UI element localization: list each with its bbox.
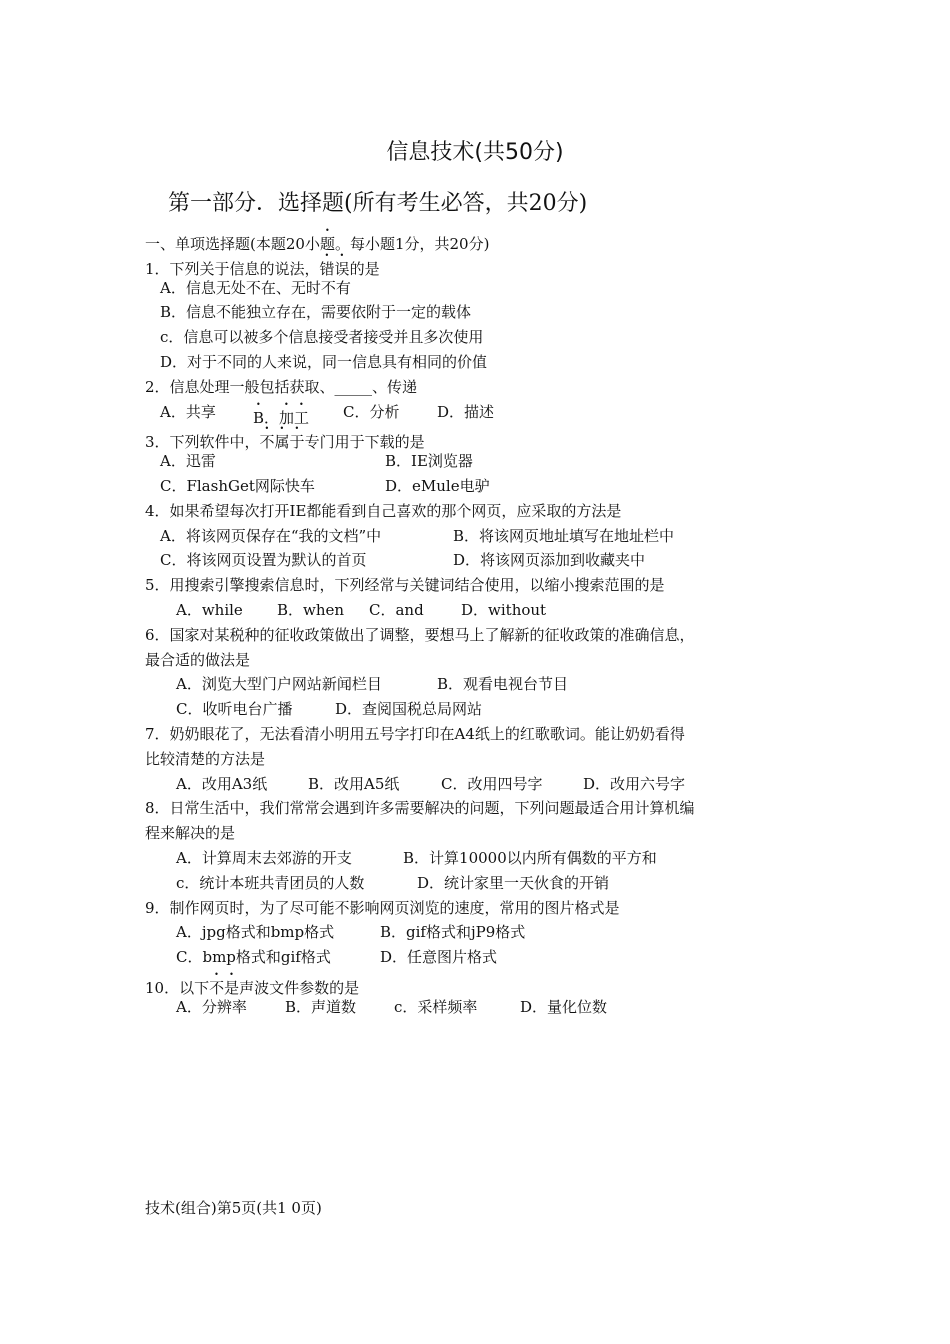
option: B．声道数	[285, 997, 357, 1016]
option: B．计算10000以内所有偶数的平方和	[403, 848, 657, 867]
option: c．统计本班共青团员的人数	[176, 873, 365, 892]
option: C．收听电台广播	[176, 700, 293, 719]
option: C．FlashGet网际快车	[160, 476, 315, 495]
option-row	[145, 524, 785, 549]
option: C．分析	[343, 402, 400, 421]
option-row	[145, 548, 785, 573]
option: A．迅雷	[160, 452, 216, 471]
option: A．while	[176, 600, 243, 619]
option-row	[145, 350, 785, 375]
question-stem-continued: 程来解决的是	[145, 824, 236, 843]
option: C．and	[369, 600, 424, 619]
option: A．改用A3纸	[176, 774, 268, 793]
option: D．描述	[437, 402, 495, 421]
option: A．将该网页保存在“我的文档”中	[160, 526, 382, 545]
question-stem: 2．信息处理一般包括获取、_____、传递	[145, 377, 418, 396]
question-stem-continued: 比较清楚的方法是	[145, 749, 266, 768]
option-row	[145, 449, 785, 474]
option: A．计算周末去郊游的开支	[176, 848, 352, 867]
option: A．信息无处不在、无时不有	[160, 278, 351, 297]
option: A．共享	[160, 402, 216, 421]
option: C．改用四号字	[441, 774, 543, 793]
option: D．eMule电驴	[385, 476, 490, 495]
question-stem: 8．日常生活中，我们常常会遇到许多需要解决的问题，下列问题最适合用计算机编	[145, 799, 695, 818]
option-row	[145, 325, 785, 350]
option: B．信息不能独立存在，需要依附于一定的载体	[160, 303, 472, 322]
option: B．观看电视台节目	[437, 675, 569, 694]
option-row	[145, 300, 785, 325]
option: D．without	[461, 600, 547, 619]
option-row	[145, 995, 785, 1020]
option: B．改用A5纸	[308, 774, 400, 793]
option-row	[145, 474, 785, 499]
option: A．jpg格式和bmp格式	[176, 923, 335, 942]
option: B．将该网页地址填写在地址栏中	[453, 526, 675, 545]
option: D．将该网页添加到收藏夹中	[453, 551, 646, 570]
question-list	[145, 226, 785, 1020]
option: D．查阅国税总局网站	[335, 700, 483, 719]
option-row	[145, 871, 785, 896]
question-stem: 5．用搜索引擎搜索信息时，下列经常与关键词结合使用，以缩小搜索范围的是	[145, 576, 665, 595]
option-row	[145, 772, 785, 797]
option: B．gif格式和jP9格式	[380, 923, 526, 942]
option: D．改用六号字	[583, 774, 686, 793]
option: c．采样频率	[394, 997, 478, 1016]
question-stem: 4．如果希望每次打开IE都能看到自己喜欢的那个网页，应采取的方法是	[145, 501, 622, 520]
option: A．分辨率	[176, 997, 247, 1016]
option: A．浏览大型门户网站新闻栏目	[176, 675, 382, 694]
option-row	[145, 598, 785, 623]
question-stem: 10．以下不是声波文件参数的是	[145, 978, 360, 997]
option: C．将该网页设置为默认的首页	[160, 551, 367, 570]
option: B．IE浏览器	[385, 452, 473, 471]
option-row	[145, 945, 785, 970]
page-title: 信息技术(共50分)	[386, 140, 564, 165]
question-stem-continued: 最合适的做法是	[145, 650, 251, 669]
question-stem: 3．下列软件中，不属于专门用于下载的是	[145, 433, 425, 452]
option: D．任意图片格式	[380, 948, 498, 967]
option-row	[145, 697, 785, 722]
question-stem: 6．国家对某税种的征收政策做出了调整，要想马上了解新的征收政策的准确信息，	[145, 625, 695, 644]
option-row	[145, 920, 785, 945]
option: B．when	[277, 600, 345, 619]
option-row	[145, 846, 785, 871]
option: C．bmp格式和gif格式	[176, 948, 331, 967]
section-heading: 一、单项选择题(本题20小题。每小题1分，共20分)	[145, 235, 490, 253]
option-row	[145, 672, 785, 697]
option: D．量化位数	[520, 997, 608, 1016]
question-stem: 7．奶奶眼花了，无法看清小明用五号字打印在A4纸上的红歌歌词。能让奶奶看得	[145, 724, 685, 743]
option: D．统计家里一天伙食的开销	[417, 873, 610, 892]
option: B．加工	[253, 408, 310, 427]
page-footer: 技术(组合)第5页(共1 0页)	[145, 1199, 322, 1217]
part-heading: 第一部分．选择题(所有考生必答，共20分)	[168, 191, 588, 216]
question-stem: 9．制作网页时，为了尽可能不影响网页浏览的速度，常用的图片格式是	[145, 898, 620, 917]
question-stem: 1．下列关于信息的说法，错误的是	[145, 259, 380, 278]
option-row	[145, 400, 785, 425]
option-row	[145, 276, 785, 301]
option: D．对于不同的人来说，同一信息具有相同的价值	[160, 352, 488, 371]
option: c．信息可以被多个信息接受者接受并且多次使用	[160, 328, 484, 347]
